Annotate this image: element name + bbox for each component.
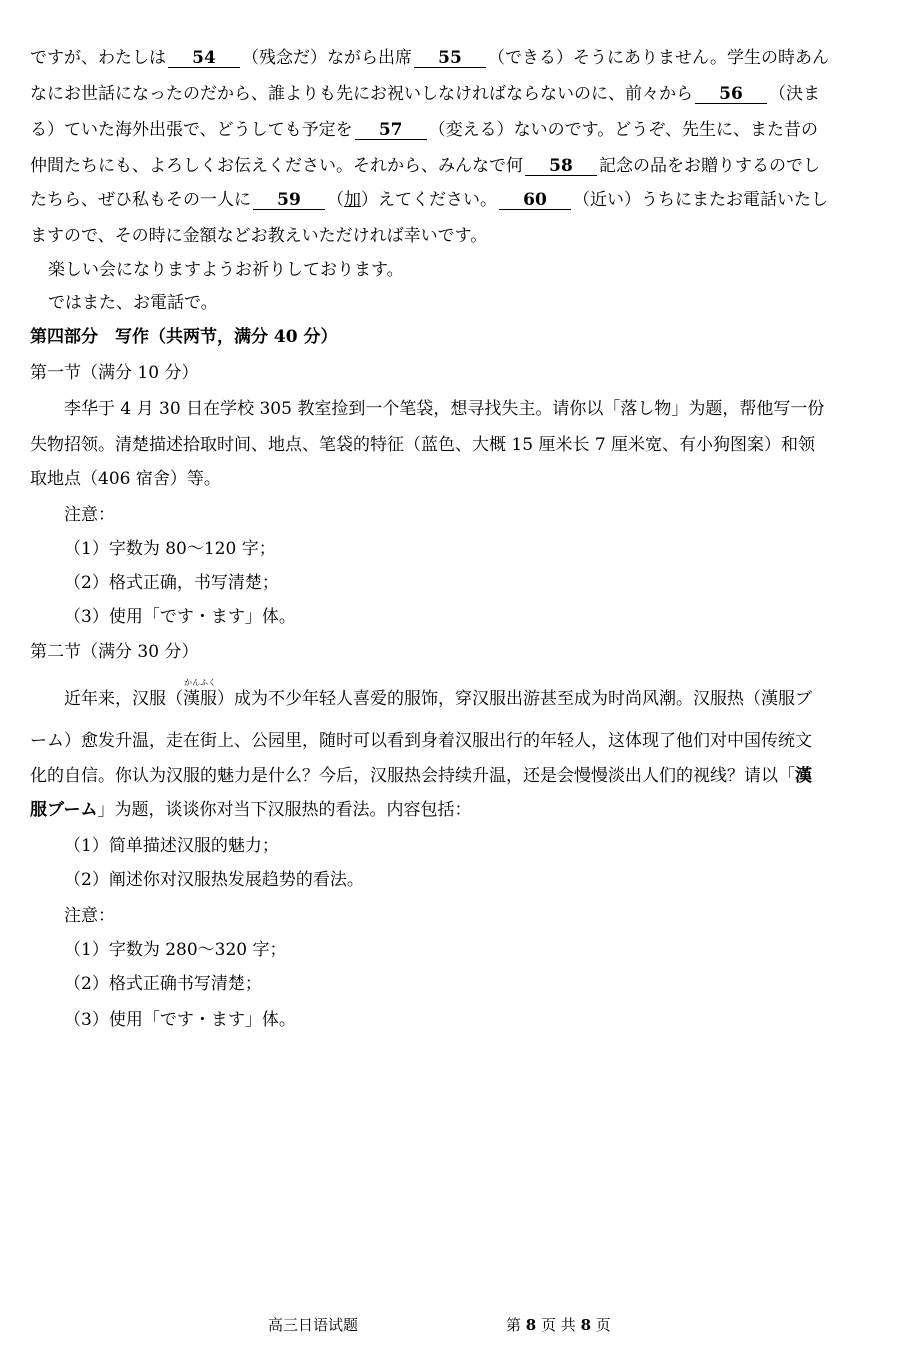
section2-prompt-line-3: 化的自信。你认为汉服的魅力是什么？今后，汉服热会持续升温，还是会慢慢淡出人们的视线？请以「漢 xyxy=(30,766,812,786)
blank-58: 58 xyxy=(525,157,597,176)
section2-heading: 第二节（满分 30 分） xyxy=(30,642,199,662)
section2-content-2: （2）阐述你对汉服热发展趋势的看法。 xyxy=(64,870,364,890)
blank-54: 54 xyxy=(168,49,240,68)
section1-prompt-line-2: 失物招领。清楚描述拾取时间、地点、笔袋的特征（蓝色、大概 15 厘米长 7 厘米宽、有小狗图案）和领 xyxy=(30,435,816,455)
section1-prompt-line-3: 取地点（406 宿舍）等。 xyxy=(30,469,221,489)
section1-note-2: （2）格式正确，书写清楚； xyxy=(64,573,279,593)
section1-note-3: （3）使用「です・ます」体。 xyxy=(64,607,296,627)
section1-note-1: （1）字数为 80～120 字； xyxy=(64,539,276,559)
section2-prompt-line-1: 近年来，汉服（ かんふく 漢服）成为不少年轻人喜爱的服饰，穿汉服出游甚至成为时尚风潮。汉服热（漢服ブ xyxy=(64,678,812,709)
footer-subject: 高三日语试题 xyxy=(268,1316,359,1334)
passage-line-7: 楽しい会になりますようお祈りしております。 xyxy=(48,260,404,280)
section2-note-3: （3）使用「です・ます」体。 xyxy=(64,1010,296,1030)
footer-page-number: 第 8 页 共 8 页 xyxy=(506,1316,611,1334)
section2-prompt-line-2: ーム）愈发升温，走在街上、公园里，随时可以看到身着汉服出行的年轻人，这体现了他们对中国传统文 xyxy=(30,731,812,751)
passage-line-2: なにお世話になったのだから、誰よりも先にお祝いしなければならないのに、前々から 56 （決ま xyxy=(30,84,820,104)
passage-line-6: ますので、その時に金額などお教えいただければ幸いです。 xyxy=(30,226,488,246)
section2-note-label: 注意： xyxy=(64,906,115,926)
section2-note-1: （1）字数为 280～320 字； xyxy=(64,940,287,960)
blank-59: 59 xyxy=(253,191,325,210)
underlined-kanji: 加 xyxy=(344,190,361,210)
ruby-word: かんふく 漢服 xyxy=(183,678,217,709)
passage-line-1: ですが、わたしは 54 （残念だ）ながら出席 55 （できる）そうにありません。学生の時あん xyxy=(30,48,830,68)
blank-55: 55 xyxy=(414,49,486,68)
passage-line-4: 仲間たちにも、よろしくお伝えください。それから、みんなで何 58 記念の品をお贈りするのでし xyxy=(30,156,820,176)
section1-note-label: 注意： xyxy=(64,505,115,525)
section2-content-1: （1）简单描述汉服的魅力； xyxy=(64,836,279,856)
section1-prompt-line-1: 李华于 4 月 30 日在学校 305 教室捡到一个笔袋，想寻找失主。请你以「落し物」为题，帮他写一份 xyxy=(64,399,825,419)
blank-60: 60 xyxy=(499,191,571,210)
blank-57: 57 xyxy=(355,121,427,140)
passage-line-3: る）ていた海外出張で、どうしても予定を 57 （変える）ないのです。どうぞ、先生に、また昔の xyxy=(30,120,818,140)
section2-note-2: （2）格式正确书写清楚； xyxy=(64,974,262,994)
part4-title: 第四部分 写作（共两节，满分 40 分） xyxy=(30,327,338,347)
essay-title: 服ブーム xyxy=(30,800,98,820)
passage-line-8: ではまた、お電話で。 xyxy=(48,293,218,313)
ruby-reading: かんふく xyxy=(184,678,216,687)
section1-heading: 第一节（满分 10 分） xyxy=(30,363,199,383)
section2-prompt-line-4: 服ブーム」为题，谈谈你对当下汉服热的看法。内容包括： xyxy=(30,800,472,820)
passage-line-5: たちら、ぜひ私もその一人に 59 （加）えてください。 60 （近い）うちにまたお電話いたし xyxy=(30,190,828,210)
blank-56: 56 xyxy=(695,85,767,104)
